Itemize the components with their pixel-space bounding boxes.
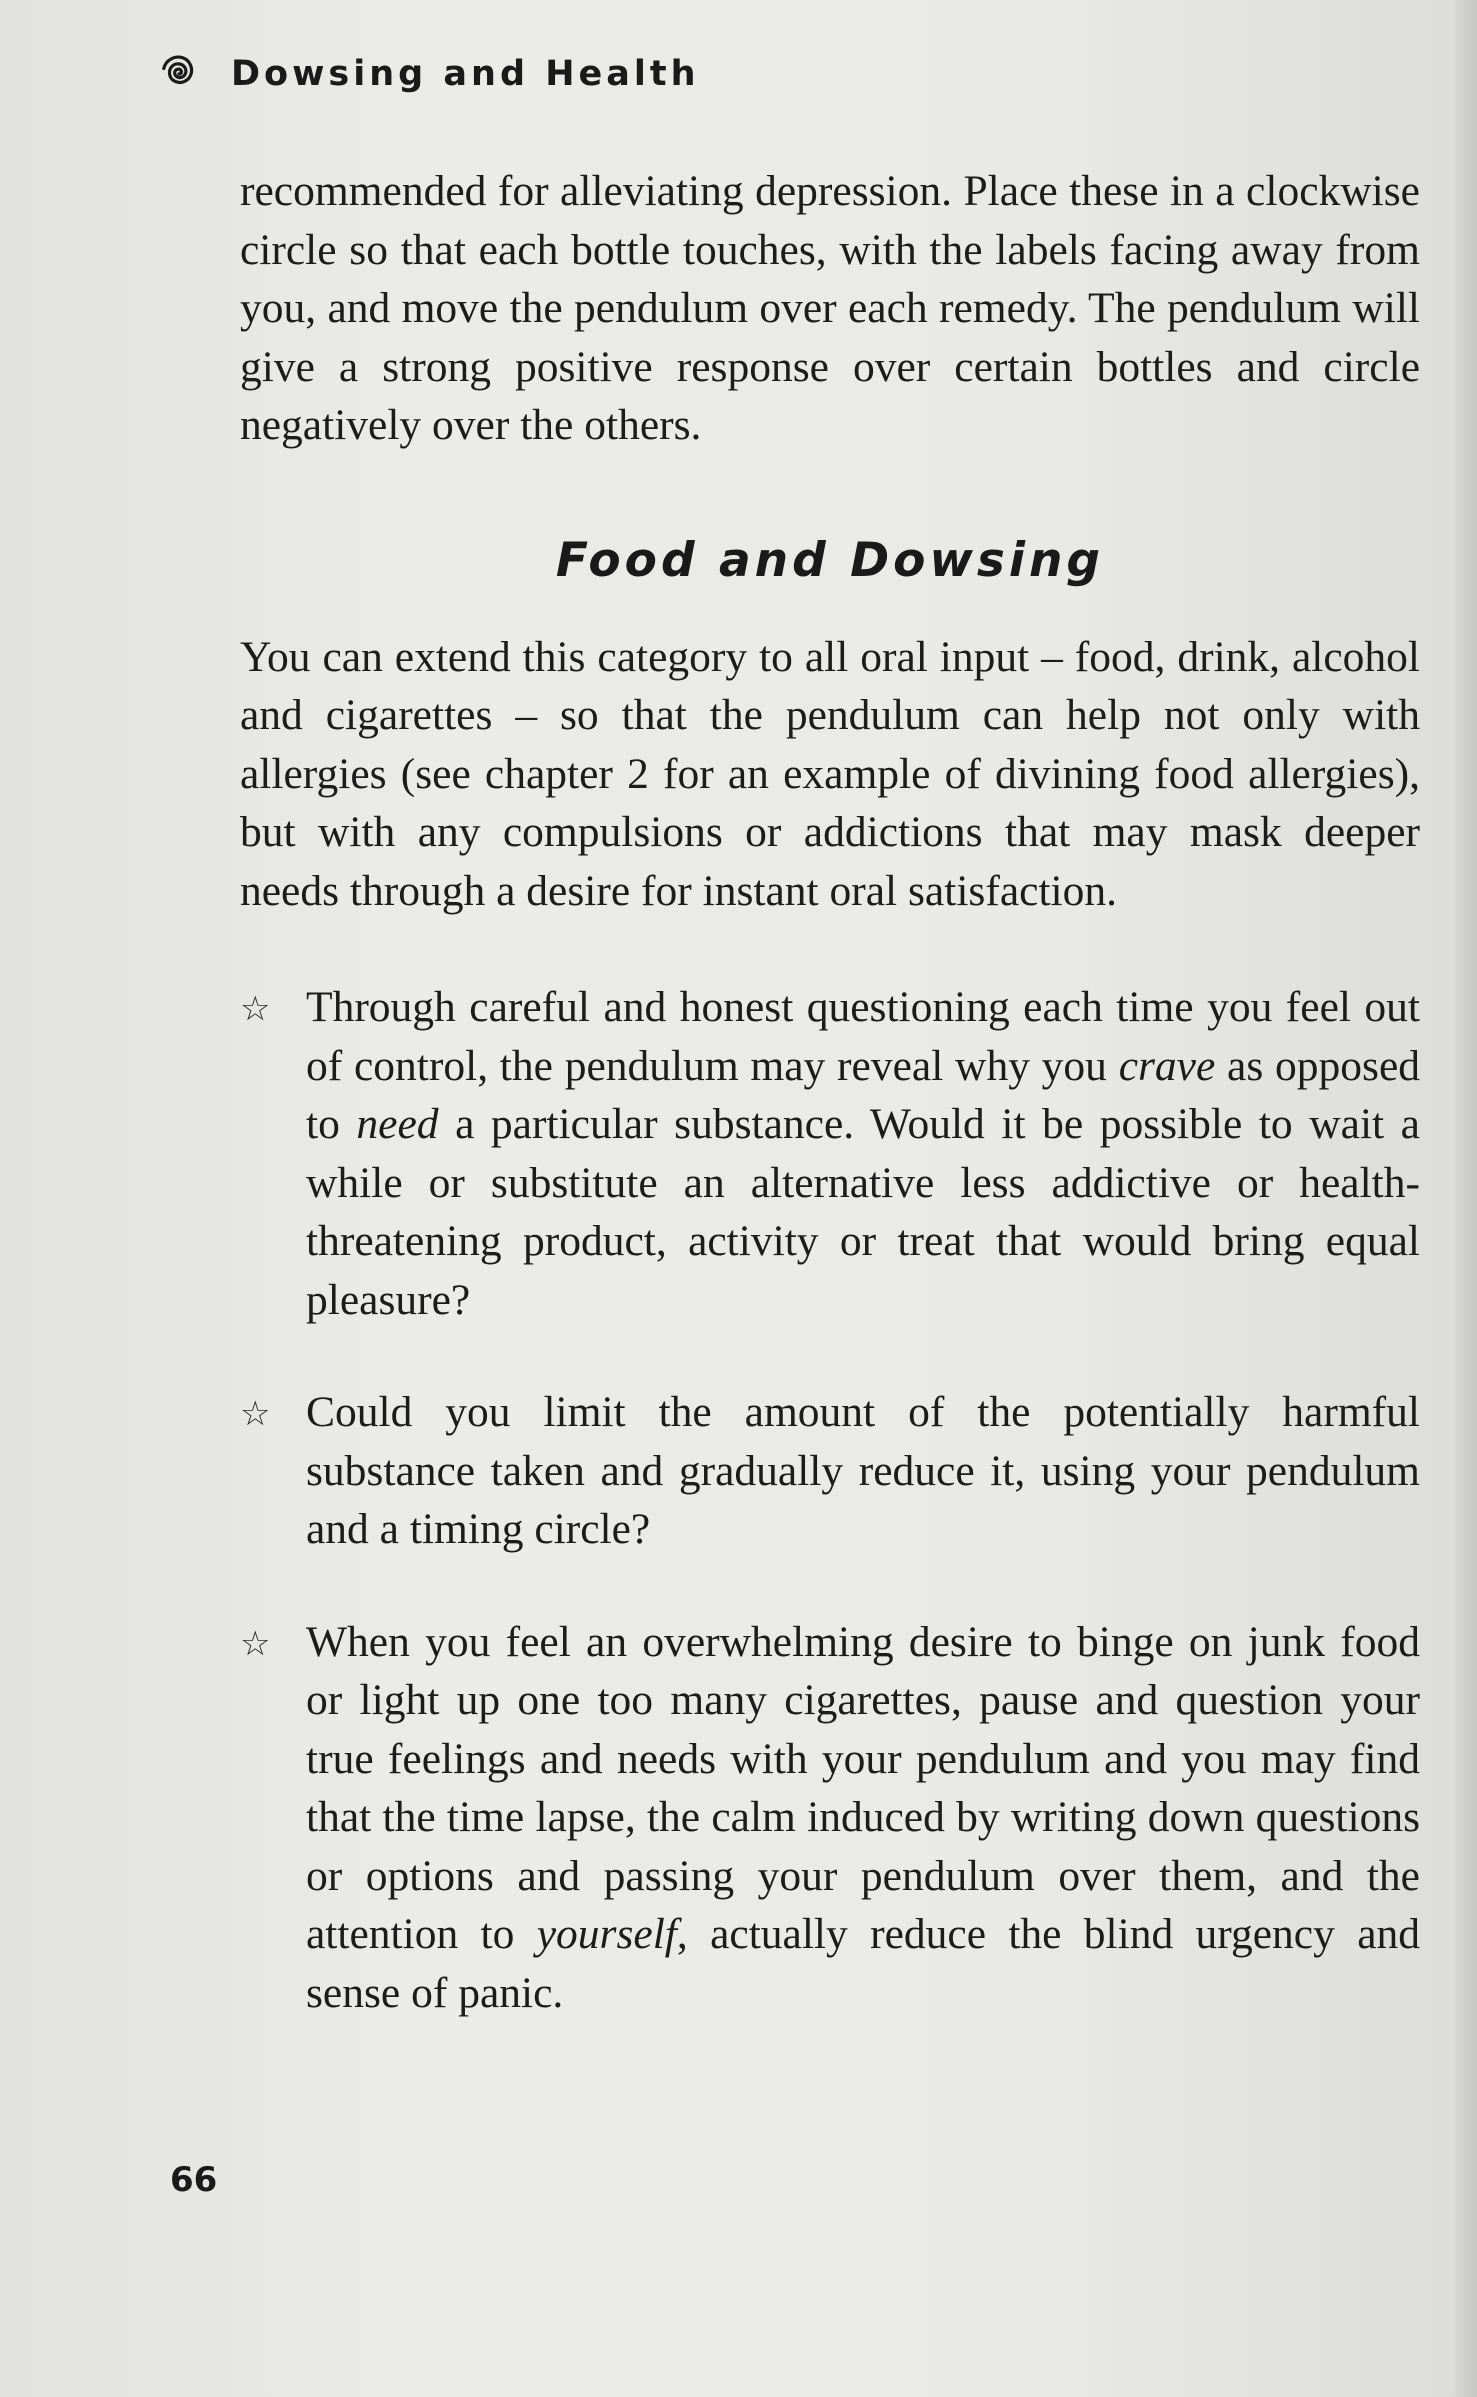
bullet-text-part: a particular substance. Would it be possible to wait a while or substitute an alternative less addictive or health-threatening product, activity or treat that would bring equal pleasure?: [306, 1100, 1420, 1324]
bullet-text: [306, 1613, 1420, 2023]
bullet-text-part: as opposed to: [306, 1041, 1420, 1148]
page-content: [240, 162, 1420, 2022]
bullet-item: [240, 1383, 1420, 1559]
section-paragraph: You can extend this category to all oral input – food, drink, alcohol and cigarettes – so that the pendulum can help not only with allergies (see chapter 2 for an example of divining food allergies), but with any compulsions or addictions that may mask deeper needs through a desire for instant oral satisfaction.: [240, 632, 1420, 915]
star-outline-icon: ☆: [240, 1623, 271, 1664]
section-heading: Food and Dowsing: [555, 532, 1105, 588]
page-edge-shadow: [1451, 0, 1477, 2397]
bullet-text-emphasis: crave: [1118, 1041, 1216, 1090]
bullet-text: Could you limit the amount of the potentially harmful substance taken and gradually reduce it, using your pendulum and a timing circle?: [306, 1388, 1420, 1553]
bullet-text: [306, 978, 1420, 1329]
bullet-text-part: When you feel an overwhelming desire to binge on junk food or light up one too many cigarettes, pause and question your true feelings and needs with your pendulum and you may find that the time lapse, the calm induced by writing down questions or options and passing your pendulum over them, and the attention to: [306, 1617, 1420, 1958]
bullet-text-part: Through careful and honest questioning each time you feel out of control, the pendulum may reveal why you: [306, 983, 1420, 1090]
star-outline-icon: ☆: [240, 1394, 271, 1434]
bullet-item: [240, 978, 1420, 1329]
bullet-text-emphasis: yourself: [536, 1910, 677, 1958]
bullet-text-emphasis: need: [356, 1100, 439, 1148]
page-number: 66: [170, 2160, 218, 2200]
running-header: [155, 44, 699, 104]
intro-paragraph: recommended for alleviating depression. Place these in a clockwise circle so that each bottle touches, with the labels facing away from you, and move the pendulum over each remedy. The pendulum will give a strong positive response over certain bottles and circle negatively over the others.: [240, 167, 1420, 449]
bullet-item: [240, 1613, 1420, 2023]
star-outline-icon: ☆: [240, 989, 271, 1029]
bullet-text-part: , actually reduce the blind urgency and sense of panic.: [306, 1910, 1421, 2017]
spiral-icon: [155, 50, 203, 98]
running-header-title: Dowsing and Health: [231, 54, 700, 94]
